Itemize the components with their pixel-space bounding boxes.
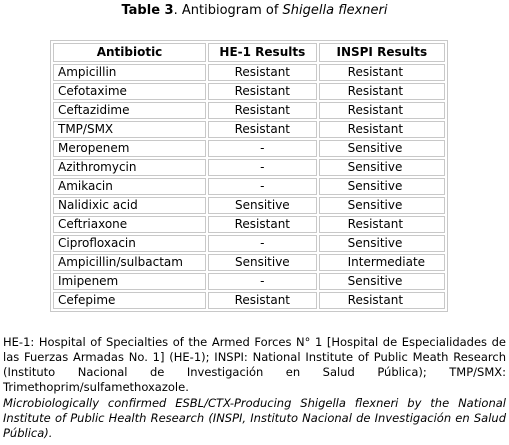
cell-inspi-result: Resistant: [319, 83, 445, 100]
cell-antibiotic: TMP/SMX: [53, 121, 206, 138]
cell-inspi-result: Sensitive: [319, 197, 445, 214]
cell-he1-result: Resistant: [208, 102, 317, 119]
table-number: Table 3: [121, 3, 174, 18]
cell-inspi-result: Sensitive: [319, 140, 445, 157]
cell-he1-result: Resistant: [208, 216, 317, 233]
cell-antibiotic: Ceftriaxone: [53, 216, 206, 233]
table-row: [53, 64, 445, 81]
cell-inspi-result: Sensitive: [319, 273, 445, 290]
footnote-note: Microbiologically confirmed ESBL/CTX-Producing Shigella flexneri by the National Institute of Public Health Research (INSPI, Instituto Nacional de Investigación en Salud Pública).: [3, 396, 506, 440]
cell-he1-result: Resistant: [208, 292, 317, 309]
cell-inspi-result: Resistant: [319, 102, 445, 119]
cell-inspi-result: Resistant: [319, 292, 445, 309]
table-row: [53, 102, 445, 119]
cell-inspi-result: Resistant: [319, 216, 445, 233]
cell-inspi-result: Sensitive: [319, 159, 445, 176]
cell-antibiotic: Cefotaxime: [53, 83, 206, 100]
cell-he1-result: Resistant: [208, 121, 317, 138]
cell-antibiotic: Cefepime: [53, 292, 206, 309]
cell-inspi-result: Sensitive: [319, 178, 445, 195]
cell-antibiotic: Azithromycin: [53, 159, 206, 176]
table-row: [53, 121, 445, 138]
table-row: [53, 140, 445, 157]
cell-he1-result: Resistant: [208, 64, 317, 81]
footnote-abbreviations: HE-1: Hospital of Specialties of the Armed Forces N° 1 [Hospital de Especialidades de las Fuerzas Armadas No. 1] (HE-1); INSPI: National Institute of Public Meath Research (Instituto Nacional de Investigación en Salud Pública); TMP/SMX: Trimethoprim/sulfamethoxazole.: [3, 335, 506, 394]
cell-antibiotic: Amikacin: [53, 178, 206, 195]
table-row: [53, 216, 445, 233]
cell-inspi-result: Resistant: [319, 121, 445, 138]
caption-text: . Antibiogram of: [173, 3, 283, 18]
header-antibiotic: Antibiotic: [53, 43, 206, 62]
cell-antibiotic: Meropenem: [53, 140, 206, 157]
table-row: [53, 159, 445, 176]
cell-antibiotic: Ciprofloxacin: [53, 235, 206, 252]
table-body: [53, 64, 445, 309]
cell-inspi-result: Resistant: [319, 64, 445, 81]
cell-antibiotic: Nalidixic acid: [53, 197, 206, 214]
cell-he1-result: -: [208, 140, 317, 157]
cell-he1-result: -: [208, 235, 317, 252]
cell-he1-result: -: [208, 273, 317, 290]
cell-he1-result: Resistant: [208, 83, 317, 100]
antibiogram-table: [50, 40, 448, 312]
table-row: [53, 254, 445, 271]
table-caption: [0, 3, 509, 19]
header-inspi-results: INSPI Results: [319, 43, 445, 62]
cell-inspi-result: Sensitive: [319, 235, 445, 252]
header-he1-results: HE-1 Results: [208, 43, 317, 62]
cell-antibiotic: Ceftazidime: [53, 102, 206, 119]
table-row: [53, 292, 445, 309]
cell-antibiotic: Ampicillin: [53, 64, 206, 81]
header-row: [53, 43, 445, 62]
table-row: [53, 235, 445, 252]
cell-he1-result: -: [208, 159, 317, 176]
table-row: [53, 273, 445, 290]
caption-organism: Shigella flexneri: [282, 3, 388, 18]
cell-he1-result: -: [208, 178, 317, 195]
table-row: [53, 197, 445, 214]
table-row: [53, 178, 445, 195]
cell-inspi-result: Intermediate: [319, 254, 445, 271]
cell-antibiotic: Ampicillin/sulbactam: [53, 254, 206, 271]
cell-he1-result: Sensitive: [208, 254, 317, 271]
cell-antibiotic: Imipenem: [53, 273, 206, 290]
cell-he1-result: Sensitive: [208, 197, 317, 214]
table-row: [53, 83, 445, 100]
